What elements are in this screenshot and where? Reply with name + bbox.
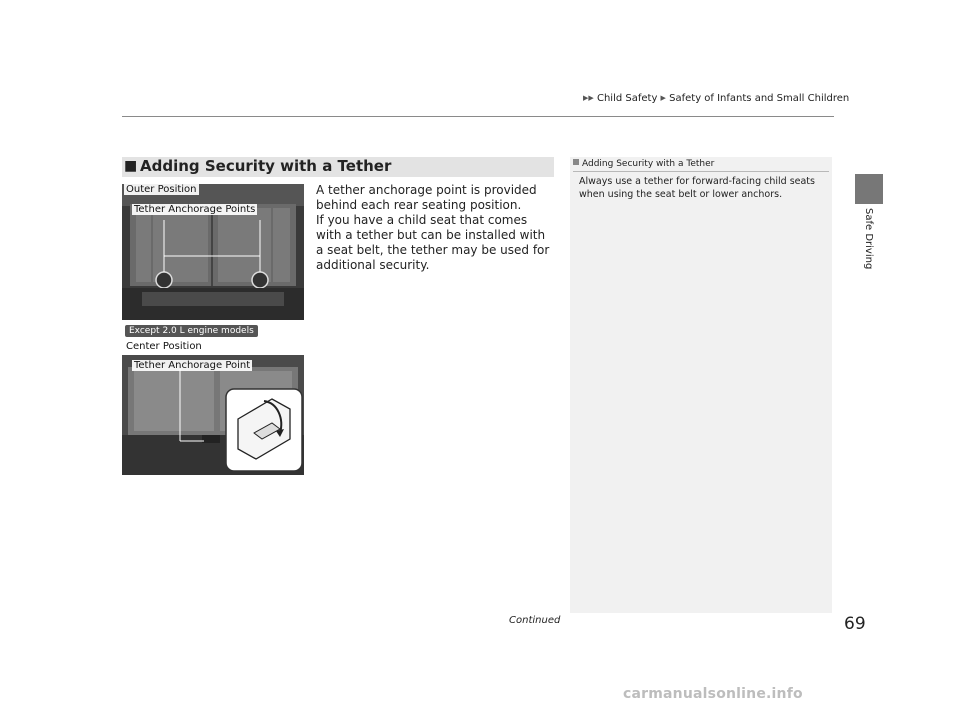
figure-callout: Tether Anchorage Point xyxy=(134,360,251,371)
note-text: Always use a tether for forward-facing child seats when using the seat belt or lower anchors. xyxy=(579,176,815,200)
figure-title: Outer Position xyxy=(126,184,197,195)
note-divider xyxy=(573,171,829,172)
page-number: 69 xyxy=(844,614,866,634)
breadcrumb-arrow-icon: ▶▶ xyxy=(583,94,594,102)
model-badge: Except 2.0 L engine models xyxy=(125,325,258,337)
breadcrumb-arrow-icon: ▶ xyxy=(660,94,666,102)
breadcrumb xyxy=(583,93,849,104)
section-title: Adding Security with a Tether xyxy=(140,157,392,175)
header-divider xyxy=(122,116,834,117)
body-text xyxy=(316,183,556,273)
body-paragraph: If you have a child seat that comes with a tether but can be installed with a seat belt, the tether may be used for additional security. xyxy=(316,213,550,272)
chapter-tab-marker xyxy=(855,174,883,204)
section-square-icon: ■ xyxy=(124,158,138,174)
watermark: carmanualsonline.info xyxy=(623,686,803,702)
figure-callout: Tether Anchorage Points xyxy=(134,204,256,215)
figure-outer-position xyxy=(122,184,304,320)
body-paragraph: A tether anchorage point is provided behind each rear seating position. xyxy=(316,183,537,212)
breadcrumb-item: Safety of Infants and Small Children xyxy=(669,93,850,104)
chapter-tab xyxy=(855,208,883,288)
note-title xyxy=(573,159,714,169)
note-title-text: Adding Security with a Tether xyxy=(582,159,715,169)
note-marker-icon xyxy=(573,159,579,165)
continued-label: Continued xyxy=(509,615,561,626)
figure-title: Center Position xyxy=(126,341,202,352)
side-note-panel xyxy=(570,157,832,613)
breadcrumb-item: Child Safety xyxy=(596,93,658,104)
section-heading xyxy=(122,157,554,177)
chapter-tab-label: Safe Driving xyxy=(863,208,874,270)
figure-center-position xyxy=(122,323,304,475)
